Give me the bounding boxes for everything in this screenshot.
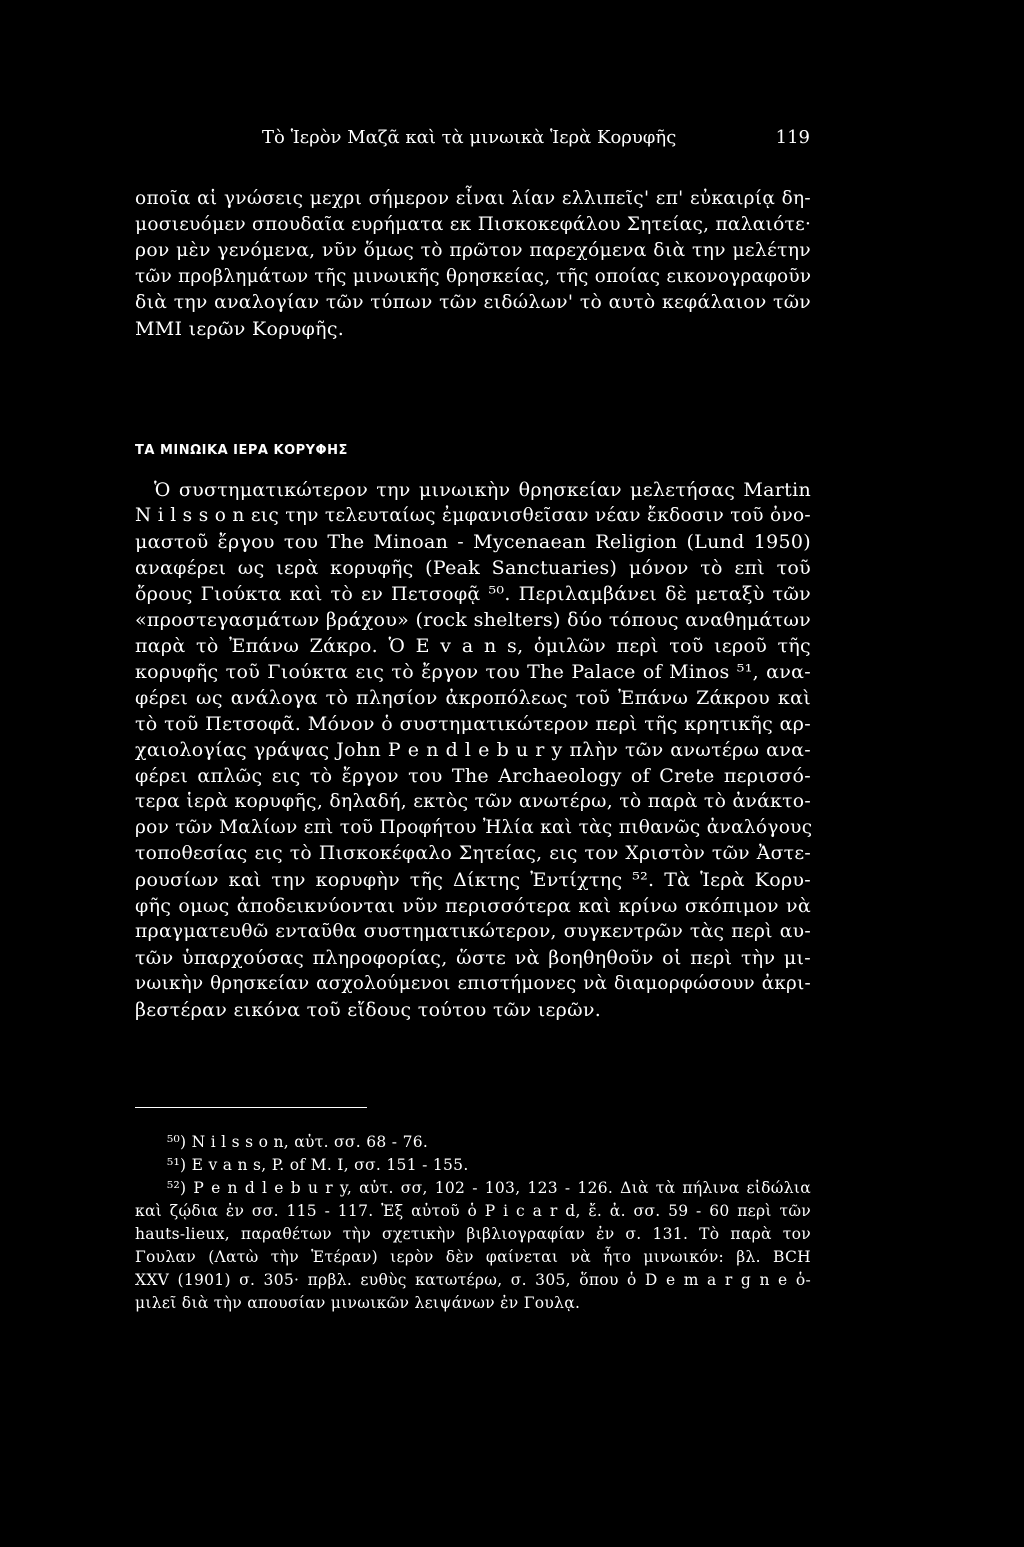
footnote-continuation: Γουλαν (Λατὼ τὴν Ἑτέραν) ιερὸν δὲν φαίνεται νὰ ἦτο μινωικόν: βλ. BCH	[135, 1248, 811, 1266]
intro-line: διὰ την αναλογίαν τῶν τύπων τῶν ειδώλων' τὸ αυτὸ κεφάλαιον τῶν	[135, 292, 811, 313]
section-heading: ΤΑ ΜΙΝΩΙΚΑ ΙΕΡΑ ΚΟΡΥΦΗΣ	[135, 443, 348, 458]
intro-line: οποῖα αἱ γνώσεις μεχρι σήμερον εἶναι λίαν ελλιπεῖς' επ' εὐκαιρίᾳ δη-	[135, 188, 811, 209]
body-line: N i l s s o n εις την τελευταίως ἐμφανισθεῖσαν νέαν ἔκδοσιν τοῦ ὀνο-	[135, 505, 811, 526]
footnote-continuation: hauts-lieux, παραθέτων τὴν σχετικὴν βιβλιογραφίαν ἐν σ. 131. Τὸ παρὰ τον	[135, 1225, 811, 1243]
body-line: ρουσίων καὶ την κορυφὴν τῆς Δίκτης Ἐντίχτης ⁵². Τὰ Ἱερὰ Κορυ-	[135, 869, 811, 891]
body-line: τῶν ὑπαρχούσας πληροφορίας, ὥστε νὰ βοηθηθοῦν οἱ περὶ τὴν μι-	[135, 947, 811, 969]
footnote-continuation: μιλεῖ διὰ τὴν απουσίαν μινωικῶν λειψάνων ἐν Γουλᾳ.	[135, 1294, 581, 1312]
running-header	[262, 127, 810, 157]
intro-line: ΜΜΙ ιερῶν Κορυφῆς.	[135, 318, 345, 340]
body-line: Ὁ συστηματικώτερον την μινωικὴν θρησκείαν μελετήσας Martin	[154, 479, 811, 501]
body-line: τοποθεσίας εις τὸ Πισκοκέφαλο Σητείας, εις τον Χριστὸν τῶν Ἀστε-	[135, 843, 811, 864]
body-line: φέρει ως ανάλογα τὸ πλησίον ἀκροπόλεως τοῦ Ἐπάνω Ζάκρου καὶ	[135, 687, 811, 709]
page-number: 119	[775, 127, 810, 148]
body-line: μαστοῦ ἔργου του The Minoan - Mycenaean Religion (Lund 1950)	[135, 531, 811, 553]
body-line: αναφέρει ως ιερὰ κορυφῆς (Peak Sanctuaries) μόνον τὸ επὶ τοῦ	[135, 557, 811, 579]
body-line: φῆς ομως ἀποδεικνύονται νῦν περισσότερα καὶ κρίνω σκόπιμον νὰ	[135, 895, 811, 917]
body-line: χαιολογίας γράψας John P e n d l e b u r y πλὴν τῶν ανωτέρω ανα-	[135, 739, 811, 761]
body-line: κορυφῆς τοῦ Γιούκτα εις τὸ ἔργον του The Palace of Minos ⁵¹, ανα-	[135, 661, 811, 683]
body-line: ὄρους Γιούκτα καὶ τὸ εν Πετσοφᾷ ⁵⁰. Περιλαμβάνει δὲ μεταξὺ τῶν	[135, 583, 811, 605]
body-line: ρον τῶν Μαλίων επὶ τοῦ Προφήτου Ἠλία καὶ τὰς πιθανῶς ἀναλόγους	[135, 817, 813, 838]
running-title: Τὸ Ἱερὸν Μαζᾶ καὶ τὰ μινωικὰ Ἱερὰ Κορυφῆς	[262, 127, 677, 148]
body-line: «προστεγασμάτων βράχου» (rock shelters) δύο τόπους αναθημάτων	[135, 609, 811, 631]
body-line: τὸ τοῦ Πετσοφᾶ. Μόνον ὁ συστηματικώτερον περὶ τῆς κρητικῆς αρ-	[135, 713, 811, 735]
intro-line: μοσιευόμεν σπουδαῖα ευρήματα εκ Πισκοκεφάλου Σητείας, παλαιότε·	[135, 214, 812, 235]
body-line: βεστέραν εικόνα τοῦ εἴδους τούτου τῶν ιερῶν.	[135, 999, 602, 1021]
body-line: φέρει απλῶς εις τὸ ἔργον του The Archaeology of Crete περισσό-	[135, 765, 811, 787]
footnote: ⁵¹) E v a n s, P. of M. I, σσ. 151 - 155.	[167, 1156, 469, 1174]
body-line: πραγματευθῶ ενταῦθα συστηματικώτερον, συγκεντρῶν τὰς περὶ αυ-	[135, 921, 811, 942]
body-line: τερα ἱερὰ κορυφῆς, δηλαδή, εκτὸς τῶν ανωτέρω, τὸ παρὰ τὸ ἀνάκτο-	[135, 791, 811, 812]
footnote-continuation: XXV (1901) σ. 305· πρβλ. ευθὺς κατωτέρω, σ. 305, ὅπου ὁ D e m a r g n e ὁ-	[135, 1271, 811, 1289]
body-line: παρὰ τὸ Ἐπάνω Ζάκρο. Ὁ E v a n s, ὁμιλῶν περὶ τοῦ ιεροῦ τῆς	[135, 635, 811, 657]
intro-line: ρον μὲν γενόμενα, νῦν ὅμως τὸ πρῶτον παρεχόμενα διὰ την μελέτην	[135, 240, 811, 261]
intro-line: τῶν προβλημάτων τῆς μινωικῆς θρησκείας, τῆς οποίας εικονογραφοῦν	[135, 266, 812, 287]
body-line: νωικὴν θρησκείαν ασχολούμενοι επιστήμονες νὰ διαμορφώσουν ἀκρι-	[135, 973, 811, 994]
footnote: ⁵⁰) N i l s s o n, αὐτ. σσ. 68 - 76.	[167, 1133, 429, 1151]
footnote: ⁵²) P e n d l e b u r y, αὐτ. σσ, 102 - 103, 123 - 126. Διὰ τὰ πήλινα εἰδώλια	[167, 1179, 811, 1197]
footnote-rule	[135, 1107, 367, 1108]
footnote-continuation: καὶ ζῴδια ἐν σσ. 115 - 117. Ἐξ αὐτοῦ ὁ P i c a r d, ἔ. ἀ. σσ. 59 - 60 περὶ τῶν	[135, 1202, 811, 1220]
